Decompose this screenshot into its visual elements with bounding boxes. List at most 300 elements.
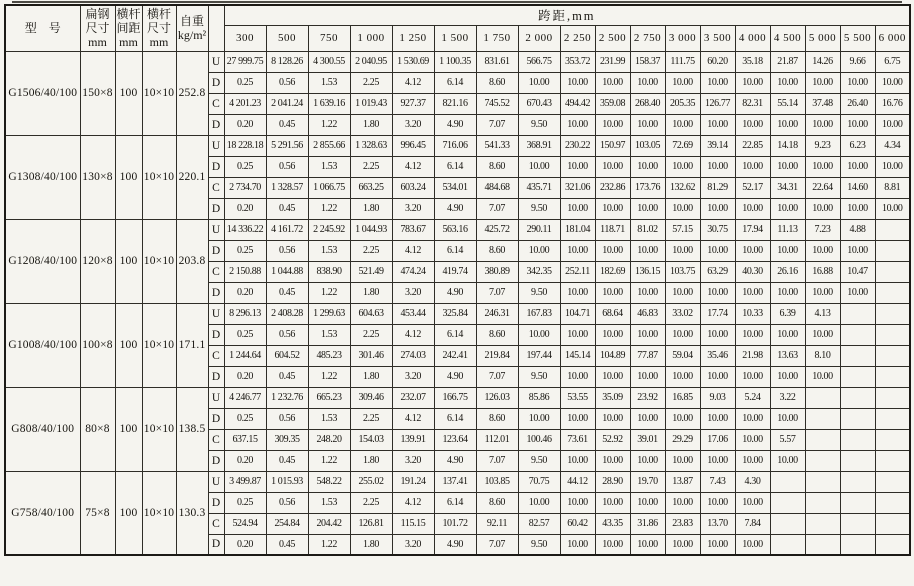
value-cell: 6.14 — [434, 240, 476, 261]
span-col-header: 4 500 — [770, 25, 805, 51]
row-type-cell: C — [208, 345, 224, 366]
value-cell: 10.00 — [735, 72, 770, 93]
value-cell: 7.23 — [805, 219, 840, 240]
value-cell: 783.67 — [392, 219, 434, 240]
value-cell: 7.07 — [476, 366, 518, 387]
value-cell: 10.00 — [735, 114, 770, 135]
value-cell: 10.00 — [560, 198, 595, 219]
model-cell: G1208/40/100 — [5, 219, 80, 303]
value-cell: 1.22 — [308, 534, 350, 555]
value-cell: 10.00 — [665, 72, 700, 93]
value-cell: 126.03 — [476, 387, 518, 408]
value-cell: 2 041.24 — [266, 93, 308, 114]
value-cell: 1.80 — [350, 282, 392, 303]
value-cell — [840, 471, 875, 492]
value-cell: 6.14 — [434, 492, 476, 513]
value-cell: 10.00 — [630, 156, 665, 177]
value-cell: 173.76 — [630, 177, 665, 198]
value-cell: 10.00 — [770, 408, 805, 429]
value-cell: 10.00 — [630, 240, 665, 261]
value-cell: 325.84 — [434, 303, 476, 324]
value-cell: 8 296.13 — [224, 303, 266, 324]
value-cell: 10.00 — [665, 366, 700, 387]
value-cell: 2.25 — [350, 240, 392, 261]
value-cell: 0.45 — [266, 198, 308, 219]
value-cell: 30.75 — [700, 219, 735, 240]
value-cell: 484.68 — [476, 177, 518, 198]
weight-cell: 130.3 — [176, 471, 208, 555]
value-cell: 6.14 — [434, 408, 476, 429]
crossbar-size-header: 横杆 尺寸 mm — [142, 5, 176, 51]
value-cell: 10.00 — [595, 198, 630, 219]
span-col-header: 2 250 — [560, 25, 595, 51]
value-cell: 40.30 — [735, 261, 770, 282]
value-cell: 10.00 — [770, 72, 805, 93]
value-cell — [840, 324, 875, 345]
flat-size-cell: 150×8 — [80, 51, 115, 135]
value-cell: 8.60 — [476, 408, 518, 429]
value-cell: 10.00 — [518, 156, 560, 177]
value-cell: 2 040.95 — [350, 51, 392, 72]
value-cell: 10.00 — [805, 324, 840, 345]
value-cell: 1 232.76 — [266, 387, 308, 408]
value-cell: 126.81 — [350, 513, 392, 534]
value-cell: 154.03 — [350, 429, 392, 450]
value-cell: 2 408.28 — [266, 303, 308, 324]
value-cell: 3.20 — [392, 366, 434, 387]
value-cell: 17.06 — [700, 429, 735, 450]
row-type-cell: D — [208, 450, 224, 471]
value-cell: 10.00 — [560, 366, 595, 387]
load-table — [4, 4, 911, 556]
value-cell: 139.91 — [392, 429, 434, 450]
value-cell: 670.43 — [518, 93, 560, 114]
value-cell: 10.00 — [630, 198, 665, 219]
value-cell: 0.20 — [224, 198, 266, 219]
value-cell: 1 015.93 — [266, 471, 308, 492]
value-cell: 1.53 — [308, 156, 350, 177]
span-col-header: 5 500 — [840, 25, 875, 51]
value-cell: 17.94 — [735, 219, 770, 240]
value-cell: 9.50 — [518, 534, 560, 555]
value-cell — [875, 282, 910, 303]
value-cell: 191.24 — [392, 471, 434, 492]
model-cell: G1008/40/100 — [5, 303, 80, 387]
weight-cell: 171.1 — [176, 303, 208, 387]
value-cell: 9.50 — [518, 114, 560, 135]
value-cell: 132.62 — [665, 177, 700, 198]
row-type-cell: C — [208, 177, 224, 198]
value-cell: 1 100.35 — [434, 51, 476, 72]
value-cell: 10.00 — [840, 282, 875, 303]
value-cell: 10.00 — [805, 156, 840, 177]
value-cell: 9.50 — [518, 198, 560, 219]
value-cell: 10.00 — [770, 114, 805, 135]
value-cell: 1.22 — [308, 366, 350, 387]
table-body — [5, 51, 910, 555]
value-cell: 10.00 — [595, 282, 630, 303]
value-cell: 563.16 — [434, 219, 476, 240]
value-cell: 380.89 — [476, 261, 518, 282]
value-cell: 10.00 — [560, 450, 595, 471]
value-cell: 4.90 — [434, 198, 476, 219]
value-cell: 34.31 — [770, 177, 805, 198]
value-cell: 10.00 — [595, 72, 630, 93]
value-cell: 10.00 — [560, 156, 595, 177]
value-cell — [875, 471, 910, 492]
value-cell: 57.15 — [665, 219, 700, 240]
value-cell: 1 328.57 — [266, 177, 308, 198]
value-cell: 6.14 — [434, 72, 476, 93]
value-cell: 10.00 — [665, 492, 700, 513]
value-cell: 7.84 — [735, 513, 770, 534]
value-cell: 1.53 — [308, 72, 350, 93]
value-cell: 927.37 — [392, 93, 434, 114]
value-cell: 123.64 — [434, 429, 476, 450]
value-cell: 21.87 — [770, 51, 805, 72]
value-cell: 5.24 — [735, 387, 770, 408]
flat-size-cell: 75×8 — [80, 471, 115, 555]
value-cell: 274.03 — [392, 345, 434, 366]
flat-size-cell: 130×8 — [80, 135, 115, 219]
value-cell: 17.74 — [700, 303, 735, 324]
value-cell: 10.00 — [840, 114, 875, 135]
row-type-cell: C — [208, 429, 224, 450]
value-cell: 35.09 — [595, 387, 630, 408]
value-cell: 10.00 — [735, 240, 770, 261]
span-col-header: 1 750 — [476, 25, 518, 51]
value-cell: 10.00 — [518, 408, 560, 429]
value-cell: 5.57 — [770, 429, 805, 450]
value-cell: 1 328.63 — [350, 135, 392, 156]
value-cell: 13.87 — [665, 471, 700, 492]
data-row — [5, 387, 910, 408]
value-cell: 9.50 — [518, 366, 560, 387]
value-cell: 10.47 — [840, 261, 875, 282]
spacing-cell: 100 — [115, 387, 142, 471]
spacing-cell: 100 — [115, 51, 142, 135]
value-cell: 290.11 — [518, 219, 560, 240]
value-cell: 2.25 — [350, 324, 392, 345]
flat-size-cell: 100×8 — [80, 303, 115, 387]
value-cell — [875, 387, 910, 408]
value-cell: 101.72 — [434, 513, 476, 534]
header-row-top — [5, 5, 910, 25]
value-cell: 10.00 — [770, 366, 805, 387]
value-cell — [840, 429, 875, 450]
value-cell: 604.52 — [266, 345, 308, 366]
value-cell: 0.25 — [224, 72, 266, 93]
span-col-header: 1 500 — [434, 25, 476, 51]
value-cell: 3.20 — [392, 114, 434, 135]
value-cell: 10.00 — [700, 156, 735, 177]
value-cell: 268.40 — [630, 93, 665, 114]
value-cell: 204.42 — [308, 513, 350, 534]
value-cell: 0.56 — [266, 408, 308, 429]
value-cell: 10.00 — [735, 450, 770, 471]
value-cell: 10.00 — [700, 534, 735, 555]
value-cell: 10.00 — [595, 114, 630, 135]
value-cell: 31.86 — [630, 513, 665, 534]
spacing-cell: 100 — [115, 303, 142, 387]
spacing-cell: 100 — [115, 135, 142, 219]
value-cell: 6.75 — [875, 51, 910, 72]
bar-size-cell: 10×10 — [142, 135, 176, 219]
value-cell: 10.00 — [735, 366, 770, 387]
span-col-header: 1 000 — [350, 25, 392, 51]
value-cell: 10.00 — [630, 114, 665, 135]
value-cell: 10.00 — [595, 450, 630, 471]
value-cell: 10.00 — [518, 324, 560, 345]
data-row — [5, 51, 910, 72]
value-cell: 167.83 — [518, 303, 560, 324]
value-cell: 8.60 — [476, 492, 518, 513]
value-cell: 10.00 — [875, 114, 910, 135]
value-cell: 28.90 — [595, 471, 630, 492]
value-cell: 10.00 — [735, 408, 770, 429]
model-cell: G808/40/100 — [5, 387, 80, 471]
value-cell: 494.42 — [560, 93, 595, 114]
value-cell: 14.26 — [805, 51, 840, 72]
span-col-header: 4 000 — [735, 25, 770, 51]
bar-size-cell: 10×10 — [142, 471, 176, 555]
value-cell: 10.00 — [700, 282, 735, 303]
value-cell: 35.18 — [735, 51, 770, 72]
value-cell: 1.80 — [350, 198, 392, 219]
value-cell: 10.00 — [770, 240, 805, 261]
value-cell: 7.43 — [700, 471, 735, 492]
value-cell: 1 530.69 — [392, 51, 434, 72]
value-cell: 8 128.26 — [266, 51, 308, 72]
value-cell: 9.66 — [840, 51, 875, 72]
value-cell: 81.02 — [630, 219, 665, 240]
value-cell: 16.76 — [875, 93, 910, 114]
value-cell: 2.25 — [350, 156, 392, 177]
value-cell: 158.37 — [630, 51, 665, 72]
value-cell — [840, 387, 875, 408]
row-type-cell: D — [208, 408, 224, 429]
value-cell: 9.50 — [518, 282, 560, 303]
row-type-header — [208, 5, 224, 51]
value-cell: 0.25 — [224, 492, 266, 513]
value-cell: 10.00 — [770, 324, 805, 345]
value-cell: 603.24 — [392, 177, 434, 198]
value-cell — [875, 219, 910, 240]
value-cell: 604.63 — [350, 303, 392, 324]
value-cell — [840, 450, 875, 471]
span-header: 跨距,mm — [224, 5, 910, 25]
value-cell: 8.10 — [805, 345, 840, 366]
value-cell: 27 999.75 — [224, 51, 266, 72]
value-cell: 10.00 — [770, 282, 805, 303]
value-cell: 10.00 — [665, 534, 700, 555]
value-cell: 353.72 — [560, 51, 595, 72]
model-header-label: 型 号 — [24, 21, 61, 36]
value-cell: 10.00 — [665, 156, 700, 177]
weight-cell: 252.8 — [176, 51, 208, 135]
value-cell: 4.12 — [392, 72, 434, 93]
value-cell: 4 161.72 — [266, 219, 308, 240]
value-cell: 0.45 — [266, 114, 308, 135]
value-cell — [875, 240, 910, 261]
row-type-cell: U — [208, 51, 224, 72]
value-cell: 821.16 — [434, 93, 476, 114]
value-cell: 342.35 — [518, 261, 560, 282]
unit-weight-header: 自重 kg/m² — [176, 5, 208, 51]
value-cell: 137.41 — [434, 471, 476, 492]
value-cell: 219.84 — [476, 345, 518, 366]
value-cell: 9.03 — [700, 387, 735, 408]
value-cell: 10.00 — [518, 72, 560, 93]
row-type-cell: D — [208, 72, 224, 93]
bar-size-cell: 10×10 — [142, 51, 176, 135]
value-cell: 10.00 — [875, 72, 910, 93]
value-cell: 10.00 — [805, 198, 840, 219]
value-cell: 10.00 — [630, 72, 665, 93]
value-cell: 182.69 — [595, 261, 630, 282]
spacing-cell: 100 — [115, 219, 142, 303]
value-cell: 39.01 — [630, 429, 665, 450]
value-cell: 10.00 — [595, 156, 630, 177]
flat-size-cell: 120×8 — [80, 219, 115, 303]
value-cell: 52.92 — [595, 429, 630, 450]
value-cell: 1.22 — [308, 198, 350, 219]
value-cell: 115.15 — [392, 513, 434, 534]
value-cell: 14.18 — [770, 135, 805, 156]
value-cell: 485.23 — [308, 345, 350, 366]
value-cell: 6.14 — [434, 156, 476, 177]
value-cell: 10.00 — [630, 282, 665, 303]
data-row — [5, 219, 910, 240]
value-cell: 252.11 — [560, 261, 595, 282]
value-cell: 10.00 — [560, 240, 595, 261]
value-cell: 663.25 — [350, 177, 392, 198]
value-cell: 242.41 — [434, 345, 476, 366]
value-cell: 4.12 — [392, 408, 434, 429]
value-cell: 10.00 — [805, 366, 840, 387]
value-cell: 3.20 — [392, 282, 434, 303]
value-cell: 10.00 — [630, 366, 665, 387]
value-cell: 63.29 — [700, 261, 735, 282]
value-cell: 10.00 — [700, 240, 735, 261]
value-cell: 5 291.56 — [266, 135, 308, 156]
value-cell: 92.11 — [476, 513, 518, 534]
value-cell — [805, 534, 840, 555]
value-cell: 1 639.16 — [308, 93, 350, 114]
value-cell — [840, 345, 875, 366]
value-cell: 2.25 — [350, 408, 392, 429]
value-cell: 16.88 — [805, 261, 840, 282]
value-cell: 53.55 — [560, 387, 595, 408]
value-cell: 4.90 — [434, 366, 476, 387]
value-cell: 10.00 — [700, 450, 735, 471]
value-cell: 10.00 — [875, 198, 910, 219]
span-col-header: 6 000 — [875, 25, 910, 51]
span-col-header: 3 500 — [700, 25, 735, 51]
value-cell: 145.14 — [560, 345, 595, 366]
value-cell: 534.01 — [434, 177, 476, 198]
value-cell — [770, 492, 805, 513]
value-cell: 1.80 — [350, 366, 392, 387]
value-cell: 0.56 — [266, 72, 308, 93]
value-cell — [875, 324, 910, 345]
value-cell — [875, 492, 910, 513]
value-cell: 1 244.64 — [224, 345, 266, 366]
value-cell: 10.00 — [630, 324, 665, 345]
value-cell: 7.07 — [476, 114, 518, 135]
value-cell: 321.06 — [560, 177, 595, 198]
row-type-cell: D — [208, 366, 224, 387]
value-cell — [840, 492, 875, 513]
span-col-header: 2 500 — [595, 25, 630, 51]
value-cell: 10.00 — [595, 240, 630, 261]
value-cell — [840, 366, 875, 387]
value-cell: 52.17 — [735, 177, 770, 198]
value-cell: 2.25 — [350, 72, 392, 93]
value-cell: 1.22 — [308, 114, 350, 135]
value-cell — [875, 345, 910, 366]
value-cell: 248.20 — [308, 429, 350, 450]
value-cell: 4.88 — [840, 219, 875, 240]
row-type-cell: D — [208, 198, 224, 219]
value-cell: 0.20 — [224, 534, 266, 555]
row-type-cell: U — [208, 303, 224, 324]
value-cell: 0.25 — [224, 408, 266, 429]
value-cell — [770, 513, 805, 534]
value-cell: 181.04 — [560, 219, 595, 240]
value-cell: 136.15 — [630, 261, 665, 282]
value-cell — [875, 429, 910, 450]
value-cell: 10.00 — [840, 72, 875, 93]
value-cell: 10.00 — [840, 240, 875, 261]
value-cell: 10.00 — [700, 324, 735, 345]
span-col-header: 2 750 — [630, 25, 665, 51]
value-cell: 4.90 — [434, 450, 476, 471]
value-cell: 7.07 — [476, 282, 518, 303]
value-cell: 10.00 — [518, 492, 560, 513]
value-cell: 1.80 — [350, 450, 392, 471]
value-cell: 10.00 — [595, 492, 630, 513]
value-cell: 10.00 — [805, 240, 840, 261]
value-cell: 39.14 — [700, 135, 735, 156]
value-cell: 10.00 — [560, 408, 595, 429]
value-cell — [770, 534, 805, 555]
row-type-cell: U — [208, 471, 224, 492]
value-cell: 10.00 — [770, 156, 805, 177]
value-cell: 0.25 — [224, 324, 266, 345]
value-cell: 13.70 — [700, 513, 735, 534]
value-cell: 10.00 — [700, 408, 735, 429]
span-col-header: 3 000 — [665, 25, 700, 51]
value-cell: 35.46 — [700, 345, 735, 366]
value-cell: 10.00 — [805, 72, 840, 93]
value-cell — [805, 429, 840, 450]
value-cell: 166.75 — [434, 387, 476, 408]
value-cell: 59.04 — [665, 345, 700, 366]
value-cell: 14.60 — [840, 177, 875, 198]
value-cell: 1.22 — [308, 450, 350, 471]
value-cell — [875, 261, 910, 282]
value-cell: 10.00 — [875, 156, 910, 177]
value-cell: 73.61 — [560, 429, 595, 450]
value-cell — [805, 492, 840, 513]
value-cell: 43.35 — [595, 513, 630, 534]
value-cell: 4.90 — [434, 114, 476, 135]
row-type-cell: C — [208, 261, 224, 282]
value-cell: 8.60 — [476, 240, 518, 261]
value-cell: 10.00 — [595, 366, 630, 387]
value-cell: 33.02 — [665, 303, 700, 324]
